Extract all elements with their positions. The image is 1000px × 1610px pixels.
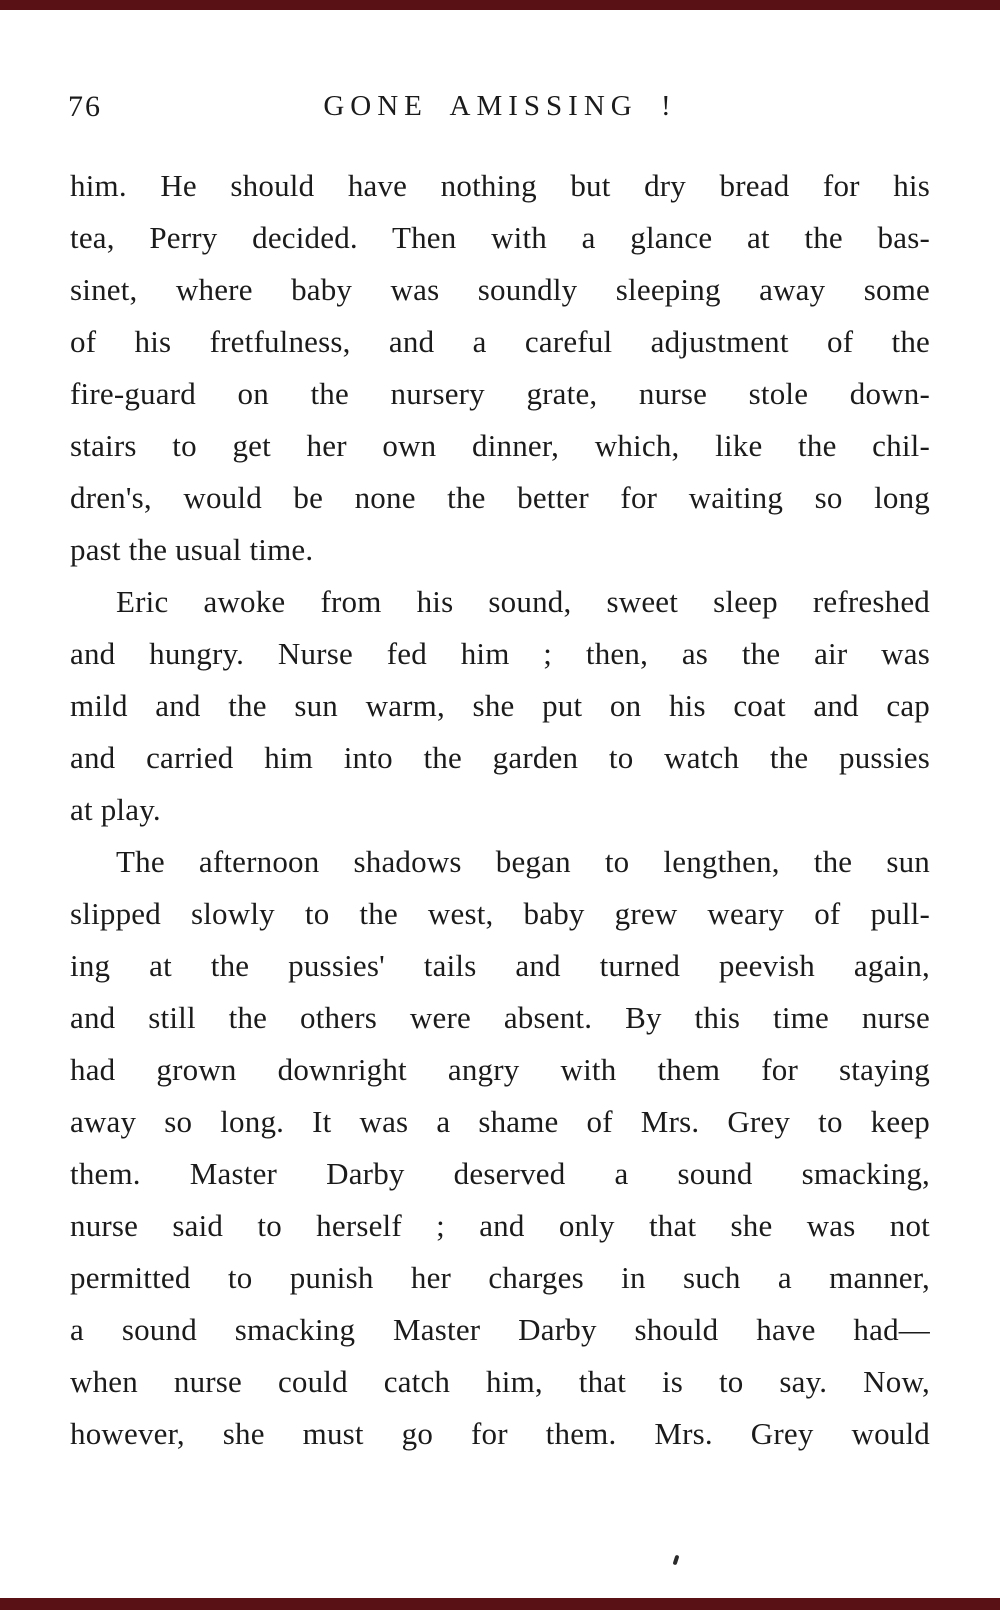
text-line: them. Master Darby deserved a sound smacking, [70, 1156, 930, 1191]
scan-edge-bottom [0, 1598, 1000, 1610]
text-line: sinet, where baby was soundly sleeping away some [70, 272, 930, 307]
text-line: ing at the pussies' tails and turned peevish again, [70, 948, 930, 983]
text-line: past the usual time. [70, 532, 314, 567]
running-title: GONE AMISSING ! [323, 90, 677, 122]
text-line: slipped slowly to the west, baby grew weary of pull- [70, 896, 930, 931]
text-line: mild and the sun warm, she put on his coat and cap [70, 688, 930, 723]
text-line: away so long. It was a shame of Mrs. Grey to keep [70, 1104, 930, 1139]
text-line: when nurse could catch him, that is to say. Now, [70, 1364, 930, 1399]
scan-speck [673, 1555, 680, 1566]
text-line: and hungry. Nurse fed him ; then, as the air was [70, 636, 930, 671]
text-line: at play. [70, 792, 161, 827]
text-line: of his fretfulness, and a careful adjustment of the [70, 324, 930, 359]
text-line: and carried him into the garden to watch the pussies [70, 740, 930, 775]
page-number: 76 [68, 90, 102, 123]
text-line: stairs to get her own dinner, which, like the chil- [70, 428, 930, 463]
text-line: Eric awoke from his sound, sweet sleep refreshed [116, 584, 930, 619]
text-line: permitted to punish her charges in such a manner, [70, 1260, 930, 1295]
text-line: tea, Perry decided. Then with a glance at the bas- [70, 220, 930, 255]
text-line: The afternoon shadows began to lengthen, the sun [116, 844, 930, 879]
text-line: however, she must go for them. Mrs. Grey would [70, 1416, 930, 1451]
text-line: nurse said to herself ; and only that she was not [70, 1208, 930, 1243]
text-line: him. He should have nothing but dry bread for his [70, 168, 930, 203]
text-line: fire-guard on the nursery grate, nurse stole down- [70, 376, 930, 411]
text-line: a sound smacking Master Darby should have had— [70, 1312, 930, 1347]
body-text [70, 160, 930, 1460]
scan-edge-top [0, 0, 1000, 10]
text-line: had grown downright angry with them for staying [70, 1052, 930, 1087]
text-line: dren's, would be none the better for waiting so long [70, 480, 930, 515]
text-line: and still the others were absent. By this time nurse [70, 1000, 930, 1035]
